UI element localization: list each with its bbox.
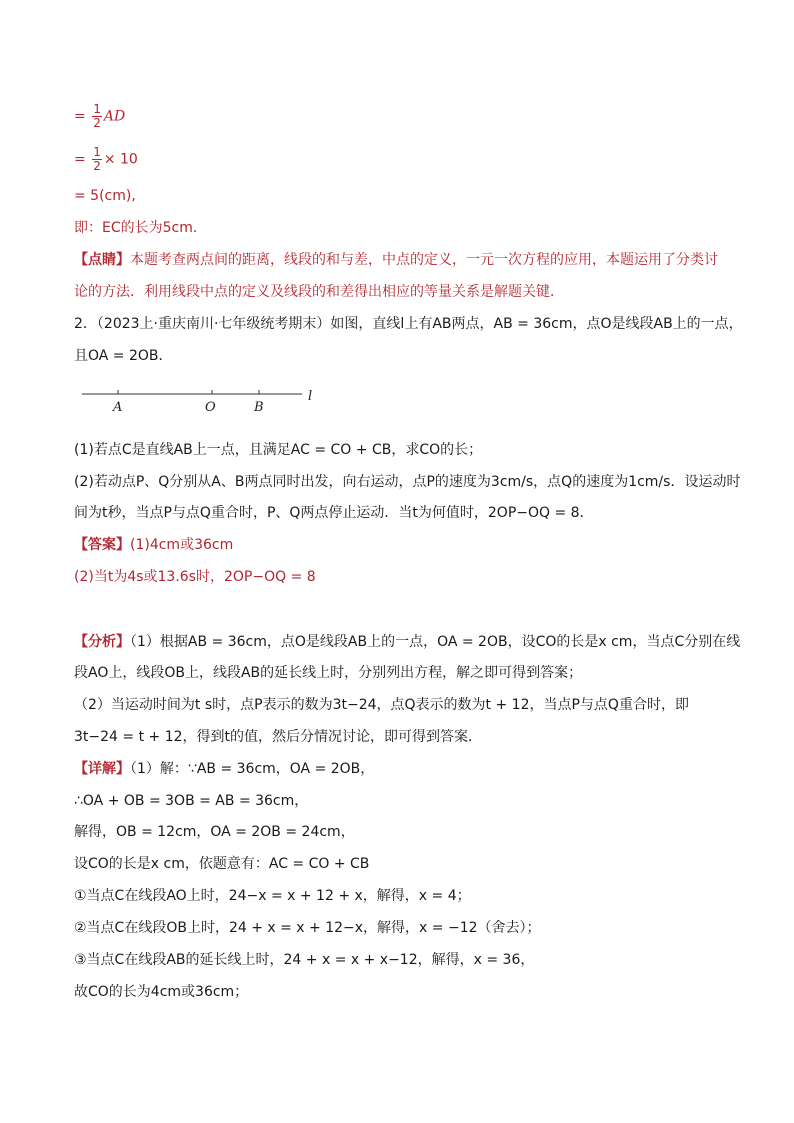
eq-tail: AD (103, 108, 126, 125)
question-2-line-2: 且OA = 2OB． (74, 348, 173, 364)
detail-line-4: 设CO的长是x cm，依题意有：AC = CO + CB (74, 856, 370, 872)
label-l: l (308, 389, 313, 404)
sub-question-2-line-2: 间为t秒，当点P与点Q重合时，P、Q两点停止运动．当t为何值时，2OP−OQ = 8． (74, 505, 594, 521)
analysis-tag: 【分析】 (74, 634, 130, 650)
label-b: B (254, 400, 264, 415)
question-2-line-1: 2．（2023上·重庆南川·七年级统考期末）如图，直线l上有AB两点，AB = 36cm，点O是线段AB上的一点， (74, 316, 743, 332)
answer-text: (1)4cm或36cm (130, 537, 234, 553)
answer-tag: 【答案】 (74, 537, 130, 553)
eq-tail: × 10 (103, 151, 138, 168)
detail-line-1 (74, 759, 374, 779)
analysis-text: （1）根据AB = 36cm，点O是线段AB上的一点，OA = 2OB，设CO的长是x cm，当点C分别在线 (130, 634, 741, 650)
sub-question-2-line-1: (2)若动点P、Q分别从A、B两点同时出发，向右运动，点P的速度为3cm/s，点Q的速度为1cm/s．设运动时 (74, 474, 741, 490)
analysis-line-2: 段AO上，线段OB上，线段AB的延长线上时，分别列出方程，解之即可得到答案； (74, 665, 583, 681)
analysis-line-3: （2）当运动时间为t s时，点P表示的数为3t−24，点Q表示的数为t + 12，当点P与点Q重合时，即 (74, 697, 689, 713)
result-line: 即：EC的长为5cm． (74, 220, 207, 236)
detail-line-3: 解得，OB = 12cm，OA = 2OB = 24cm， (74, 824, 355, 840)
denominator: 2 (93, 159, 101, 173)
denominator: 2 (93, 116, 101, 130)
numerator: 1 (93, 102, 101, 116)
analysis-line-1 (74, 632, 740, 652)
detail-line-6: ②当点C在线段OB上时，24 + x = x + 12−x，解得，x = −12（舍去）； (74, 920, 541, 936)
detail-tag: 【详解】 (74, 761, 130, 777)
detail-line-8: 故CO的长为4cm或36cm； (74, 984, 249, 1000)
answer-line-1 (74, 535, 233, 555)
note-text: 本题考查两点间的距离，线段的和与差，中点的定义，一元一次方程的应用，本题运用了分类讨 (130, 252, 718, 268)
label-a: A (113, 400, 123, 415)
eq-sign: = (74, 108, 86, 125)
detail-line-2: ∴OA + OB = 3OB = AB = 36cm， (74, 793, 309, 809)
label-o: O (205, 400, 216, 415)
numerator: 1 (93, 145, 101, 159)
note-tag: 【点睛】 (74, 252, 130, 268)
sub-question-1: (1)若点C是直线AB上一点，且满足AC = CO + CB，求CO的长； (74, 442, 483, 458)
note-line-2: 论的方法．利用线段中点的定义及线段的和差得出相应的等量关系是解题关键． (74, 284, 564, 300)
detail-text: （1）解：∵AB = 36cm，OA = 2OB， (130, 761, 375, 777)
eq-line-3: = 5(cm), (74, 188, 136, 204)
analysis-line-4: 3t−24 = t + 12，得到t的值，然后分情况讨论，即可得到答案． (74, 729, 482, 745)
answer-line-2: (2)当t为4s或13.6s时，2OP−OQ = 8 (74, 569, 316, 585)
detail-line-7: ③当点C在线段AB的延长线上时，24 + x = x + x−12，解得，x = 36， (74, 952, 535, 968)
detail-line-5: ①当点C在线段AO上时，24−x = x + 12 + x，解得，x = 4； (74, 888, 471, 904)
eq-sign: = (74, 151, 86, 168)
